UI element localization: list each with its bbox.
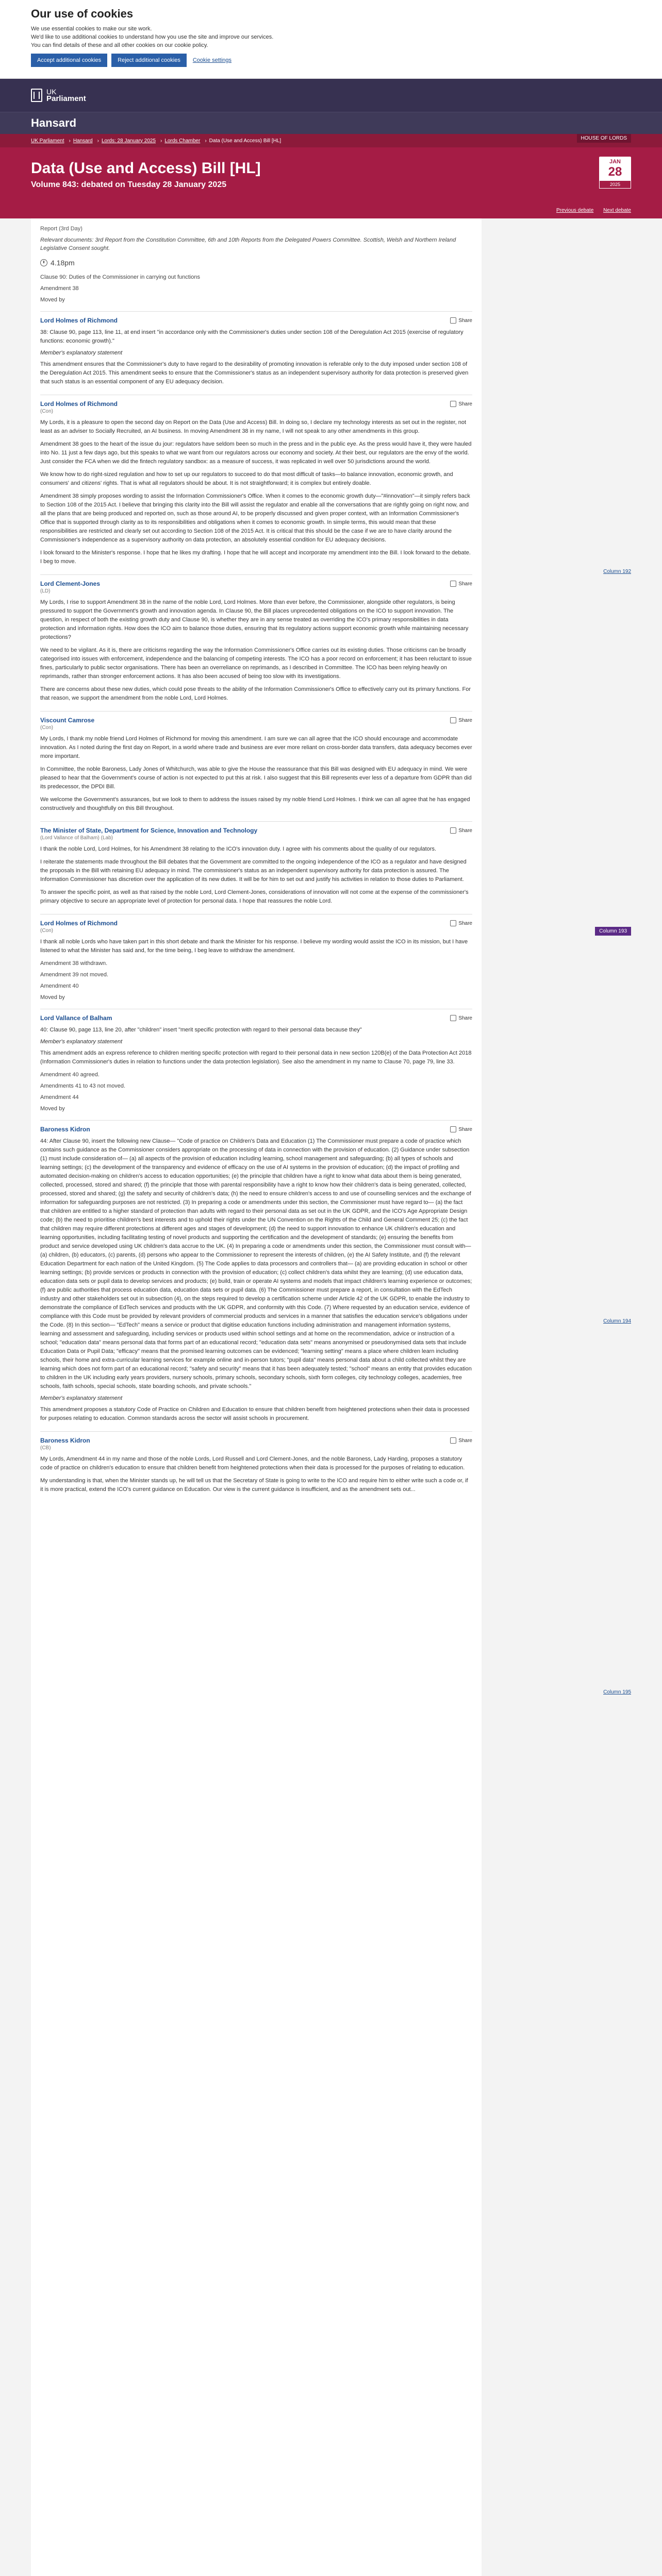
speaker-name[interactable]: Lord Holmes of Richmond bbox=[40, 920, 118, 927]
share-icon bbox=[450, 717, 456, 723]
share-button[interactable]: Share bbox=[450, 1015, 472, 1021]
cookie-settings-link[interactable]: Cookie settings bbox=[192, 57, 232, 63]
breadcrumb-lords-date[interactable]: Lords: 28 January 2025 bbox=[101, 138, 156, 144]
breadcrumb: UK Parliament › Hansard › Lords: 28 January 2025 › Lords Chamber › Data (Use and Access) Bill [HL] HOUSE OF LORDS bbox=[0, 134, 662, 147]
share-icon bbox=[450, 581, 456, 587]
debate-navigation bbox=[548, 208, 631, 213]
amendment-text: 44: After Clause 90, insert the following new Clause— "Code of practice on Children's Data and Education (1) The Commissioner must prepare a code of practice which contains such guidance as the Commissioner considers appropriate on the processing of data in connection with the provision of education. (2) Guidance under subsection (1) must include consideration of— (a) all aspects of the provision of education including learning, school management and safeguarding; (b) all types of schools and learning settings; (c) the development of the transparency and evidence of efficacy on the use of AI systems in the provision of education; (d) the impact of profiling and automated decision-making on children's access to education opportunities; (e) the principle that children have a right to know what data about them is being generated, collected, processed, stored and shared; (f) the principle that those with parental responsibility have a right to know how their children's data is being generated, collected, processed, stored and shared; (g) the safety and security of children's data; (h) the need to ensure children's access to and use of counselling services and the exchange of information for safeguarding purposes are not restricted. (3) In preparing a code or amendments under this section, the Commissioner must have regard to— (a) the fact that children are entitled to a higher standard of protection than adults with regard to their personal data as set out in the UK GDPR, and the ICO's Age Appropriate Design code; (b) the need to prioritise children's best interests and to uphold their rights under the UN Convention on the Rights of the Child and General Comment 25; (c) the fact that children may require different protections at different ages and stages of development; (d) the need to support innovation to enhance UK children's education and learning opportunities, including facilitating testing of novel products and supporting the certification and the development of standards; (e) ensuring the benefits from product and service developed using UK children's data accrue to the UK. (4) In preparing a code or amendments under this section, the Commissioner must consult with— (a) children, (b) educators, (c) parents, (d) persons who appear to the Commissioner to represent the interests of children, (e) the AI Safety Institute, and (f) the relevant Education Department for each nation of the United Kingdom. (5) The Code applies to data processors and controllers that— (a) are providing education in school or other learning settings; (b) provide services or products in connection with the provision of education; (c) collect children's data whilst they are learning; (d) use education data, education data sets or pupil data to develop services and products; (e) build, train or operate AI systems and models that impact children's learning experience or outcomes; (f) are public authorities that process education data, education data sets or pupil data. (6) The Commissioner must prepare a report, in consultation with the EdTech industry and other stakeholders set out in subsection (4), on the steps required to develop a certification scheme under Article 42 of the UK GDPR, to enable the industry to demonstrate the compliance of EdTech services and products with the UK GDPR, and conformity with this Code. (7) Where requested by an education service, evidence of compliance with this Code must be provided by relevant providers of commercial products and services in a manner that satisfies the education service's obligations under the Code. (8) In this section— "EdTech" means a service or product that digitise education functions including administration and management information systems, learning and assessment and safeguarding, including services or products used within school settings and at home on the recommendation, advice or instruction of a school; "education data" means personal data that forms part of an educational record; "education data sets" means anonymised or pseudonymised data sets that include Education Data or Pupil Data; "efficacy" means that the promised learning outcomes can be evidenced; "learning setting" means a place where children learn including schools, their home and extra-curricular learning services for example online and in-person tutors; "pupil data" means personal data about a child collected whilst they are learning which does not form part of an educational record; "safety and security" means that it has been adequately tested; "school" means an entity that provides education to children in the UK including early years providers, nursery schools, primary schools, secondary schools, sixth form colleges, city technology colleges, academies, free schools, faith schools, special schools, state boarding schools, and private schools." bbox=[40, 1138, 472, 1389]
speech-paragraph: My understanding is that, when the Minister stands up, he will tell us that the Secretary of State is going to write to the ICO and require him to either write such a code or, if it is more practical, extend the ICO's current guidance on Education. Our view is the current guidance is insufficient, and as the amendment sets out... bbox=[40, 1478, 468, 1493]
speaker-affiliation: (LD) bbox=[40, 588, 51, 594]
portcullis-icon bbox=[31, 89, 42, 102]
share-icon bbox=[450, 1015, 456, 1021]
breadcrumb-lords-chamber[interactable]: Lords Chamber bbox=[164, 138, 201, 144]
share-icon bbox=[450, 401, 456, 407]
volume-subtitle: Volume 843: debated on Tuesday 28 January 2025 bbox=[31, 180, 227, 189]
page-title: Data (Use and Access) Bill [HL] bbox=[31, 160, 261, 177]
speech-paragraph: To answer the specific point, as well as that raised by the noble Lord, Lord Clement-Jones, considerations of innovation will not come at the expense of the commissioner's primary objective to secure an appropriate level of protection for personal data. I hope that reassures the noble Lord. bbox=[40, 889, 469, 904]
house-of-lords-badge: HOUSE OF LORDS bbox=[577, 134, 631, 143]
amendment-heading: Amendment 38 bbox=[40, 285, 79, 292]
speaker-name[interactable]: The Minister of State, Department for Science, Innovation and Technology bbox=[40, 827, 258, 834]
speech-paragraph: We know how to do right-sized regulation and how to set up our regulators to succeed to do that most difficult of tasks—to balance innovation, economic growth, and consumers' and citizens' rights. That is what all regulators should be about. It is not straightforward; it is complex but entirely doable. bbox=[40, 471, 453, 486]
reject-cookies-button[interactable]: Reject additional cookies bbox=[111, 54, 187, 67]
speaker-row bbox=[40, 1009, 472, 1022]
speaker-name[interactable]: Lord Holmes of Richmond bbox=[40, 400, 118, 408]
speaker-name[interactable]: Lord Clement-Jones bbox=[40, 580, 101, 587]
debate-content bbox=[31, 218, 482, 2576]
explanatory-label: Member's explanatory statement bbox=[40, 1395, 123, 1401]
content-wrapper bbox=[0, 218, 662, 2576]
share-button[interactable]: Share bbox=[450, 317, 472, 324]
speaker-affiliation: (Con) bbox=[40, 725, 54, 731]
relevant-documents: Relevant documents: 3rd Report from the Constitution Committee, 6th and 10th Reports from the Delegated Powers Committee. Scottish, Welsh and Northern Ireland Legislative Consent sought. bbox=[40, 237, 456, 251]
date-day: 28 bbox=[608, 165, 622, 179]
amendment-text: 40: Clause 90, page 113, line 20, after "children" insert "merit specific protection with regard to their personal data because they" bbox=[40, 1027, 362, 1033]
debate-banner bbox=[0, 147, 662, 218]
cookie-text-3: You can find details of these and all other cookies on our cookie policy. bbox=[31, 42, 208, 48]
procedural-note: Amendment 39 not moved. bbox=[40, 972, 109, 978]
hansard-title[interactable]: Hansard bbox=[31, 116, 77, 129]
share-button[interactable]: Share bbox=[450, 581, 472, 587]
share-icon bbox=[450, 920, 456, 926]
moved-by: Moved by bbox=[40, 1106, 65, 1112]
explanatory-label: Member's explanatory statement bbox=[40, 1039, 123, 1045]
timestamp bbox=[40, 259, 472, 267]
speaker-name[interactable]: Viscount Camrose bbox=[40, 717, 95, 724]
date-year: 2025 bbox=[599, 180, 631, 189]
share-button[interactable]: Share bbox=[450, 1126, 472, 1132]
share-button[interactable]: Share bbox=[450, 401, 472, 407]
speech-paragraph: My Lords, I thank my noble friend Lord Holmes of Richmond for moving this amendment. I am sure we can all agree that the ICO should encourage and accommodate innovation. As I noted during the first day on Report, in a world where trade and business are ever more reliant on cross-border data transfers, data adequacy becomes ever more important. bbox=[40, 736, 472, 759]
column-marker[interactable]: Column 194 bbox=[603, 1318, 631, 1324]
speaker-row bbox=[40, 1431, 472, 1444]
cookie-text-2: We'd like to use additional cookies to understand how you use the site and improve our services. bbox=[31, 34, 274, 40]
report-stage: Report (3rd Day) bbox=[40, 226, 82, 232]
explanatory-label: Member's explanatory statement bbox=[40, 350, 123, 356]
uk-parliament-logo[interactable] bbox=[31, 88, 86, 103]
speaker-row bbox=[40, 574, 472, 587]
share-button[interactable]: Share bbox=[450, 920, 472, 926]
share-icon bbox=[450, 317, 456, 324]
share-icon bbox=[450, 827, 456, 834]
speaker-name[interactable]: Baroness Kidron bbox=[40, 1126, 90, 1133]
speaker-row bbox=[40, 821, 472, 834]
date-badge bbox=[599, 157, 631, 189]
share-button[interactable]: Share bbox=[450, 827, 472, 834]
cookie-title: Our use of cookies bbox=[31, 7, 134, 20]
share-icon bbox=[450, 1126, 456, 1132]
speech-paragraph: We welcome the Government's assurances, but we look to them to address the issues raised by my noble friend Lord Holmes. I think we can all agree that he has engaged constructively and thoughtfully on this Bill throughout. bbox=[40, 796, 470, 811]
speech-paragraph: My Lords, it is a pleasure to open the second day on Report on the Data (Use and Access) Bill. In doing so, I declare my technology interests as set out in the register, not least as an adviser to Socially Recruited, an AI business. In moving Amendment 38 in my name, I will not speak to any other amendments in this group. bbox=[40, 419, 467, 434]
speaker-row bbox=[40, 711, 472, 724]
speech-paragraph: I thank all noble Lords who have taken part in this short debate and thank the Minister for his response. I believe my wording would assist the ICO in its mission, but I have listened to what the Minister has said and, for the time being, I beg leave to withdraw the amendment. bbox=[40, 939, 468, 954]
speech-paragraph: There are concerns about these new duties, which could pose threats to the ability of the Information Commissioner's Office to effectively carry out its primary functions. For that reason, we support the amendment from the noble Lord, Lord Holmes. bbox=[40, 686, 471, 701]
speech-paragraph: My Lords, Amendment 44 in my name and those of the noble Lords, Lord Russell and Lord Clement-Jones, and the noble Baroness, Lady Harding, proposes a statutory code of practice on children's education to ensure that children benefit from heightened protections when their data is processed for the purposes of relating to education. bbox=[40, 1456, 465, 1471]
speech-paragraph: I look forward to the Minister's response. I hope that he likes my drafting. I hope that he will accept and incorporate my amendment into the Bill. I look forward to the debate. I beg to move. bbox=[40, 550, 471, 565]
speech-paragraph: In Committee, the noble Baroness, Lady Jones of Whitchurch, was able to give the House the reassurance that this Bill was designed with EU adequacy in mind. We were pleased to hear that the Government's course of action is not expected to put this at risk. I also suggest that this Bill represents ever less of a departure from GDPR than did its predecessor, the DPDI Bill. bbox=[40, 766, 472, 790]
accept-cookies-button[interactable]: Accept additional cookies bbox=[31, 54, 107, 67]
breadcrumb-current: Data (Use and Access) Bill [HL] bbox=[209, 138, 282, 144]
speech-paragraph: Amendment 38 goes to the heart of the issue du jour: regulators have seldom been so much in the press and in the public eye. As the press would have it, they were hauled into No. 11 just a few days ago, but this speaks to what we want from our regulators across our economy and society. At their best, our regulators are the envy of the world. Just consider the FCA when we did the fintech regulatory sandbox: as a measure of success, it was replicated in well over 50 jurisdictions around the world. bbox=[40, 441, 472, 465]
speaker-affiliation: (Lord Vallance of Balham) (Lab) bbox=[40, 835, 113, 841]
speech-paragraph: We need to be vigilant. As it is, there are criticisms regarding the way the Information Commissioner's Office carries out its existing duties. Those criticisms can be broadly categorised into issues with enforcement, independence and the balancing of competing interests. The ICO has a poor record on enforcement; it has been reluctant to issue fines, particularly to public sector organisations. There has been an overreliance on reprimands, as I described in Committee. The ICO has been relying heavily on reprimands, rather than stronger enforcement actions. It has also been accused of being too slow with its investigations. bbox=[40, 647, 472, 680]
speaker-row bbox=[40, 311, 472, 324]
speaker-affiliation: (CB) bbox=[40, 1445, 51, 1451]
column-marker[interactable]: Column 195 bbox=[603, 1689, 631, 1695]
amendment-heading: Amendment 40 bbox=[40, 983, 79, 989]
explanatory-statement: This amendment adds an express reference to children meriting specific protection with regard to their personal data in new section 120B(e) of the Data Protection Act 2018 (Information Commissioner's duties in relation to functions under the data protection legislation). See also the amendment in my name to Clause 70, page 79, line 33. bbox=[40, 1050, 472, 1065]
cookie-text-1: We use essential cookies to make our site work. bbox=[31, 26, 152, 32]
timestamp-text: 4.18pm bbox=[51, 259, 75, 267]
speaker-row bbox=[40, 395, 472, 408]
logo-uk: UK bbox=[46, 88, 57, 96]
share-button[interactable]: Share bbox=[450, 1437, 472, 1444]
previous-debate-link[interactable]: Previous debate bbox=[556, 208, 594, 213]
speech-paragraph: Amendment 38 simply proposes wording to assist the Information Commissioner's Office. When it comes to the economic growth duty—"#innovation"—it simply refers back to Section 108 of the 2015 Act. I believe that bringing this clarity into the Bill will assist the regulator and enable all the conversations that are rightly going on right now, and all the plans that are being produced and reported on, such as those around AI, to be properly discussed and given proper context, with an Information Commissioner's Office that is supported through clarity as to its responsibilities and obligations when it comes to economic growth. In simple terms, this would mean that these responsibilities are restricted and clearly set out according to Section 108 of the 2015 Act. It is critical that this should be the case if we are to have clarity around the Commissioner's independence as a supervisory authority on data protection, an absolutely essential condition for EU adequacy decisions. bbox=[40, 493, 470, 543]
logo-parliament: Parliament bbox=[46, 94, 86, 103]
speech-paragraph: I thank the noble Lord, Lord Holmes, for his Amendment 38 relating to the ICO's innovation duty. I agree with his comments about the quality of our regulators. bbox=[40, 846, 437, 852]
column-marker[interactable]: Column 192 bbox=[603, 569, 631, 574]
breadcrumb-uk-parliament[interactable]: UK Parliament bbox=[31, 138, 64, 144]
hansard-bar bbox=[0, 112, 662, 134]
next-debate-link[interactable]: Next debate bbox=[603, 208, 631, 213]
cookie-banner bbox=[0, 0, 662, 79]
moved-by: Moved by bbox=[40, 994, 65, 1001]
speech-paragraph: I reiterate the statements made throughout the Bill debates that the Government are committed to the ongoing independence of the ICO as a regulator and have designed the proposals in the Bill with retaining EU adequacy in mind. The commissioner's status as an independent supervisory authority for data protection is assured. The Information Commissioner has discretion over the application of its new duties. It will be for him to set out and justify his activities in relation to those duties to Parliament. bbox=[40, 859, 467, 883]
procedural-note: Amendment 38 withdrawn. bbox=[40, 960, 108, 967]
speaker-affiliation: (Con) bbox=[40, 409, 54, 414]
clause-heading: Clause 90: Duties of the Commissioner in carrying out functions bbox=[40, 274, 200, 280]
amendment-heading: Amendment 44 bbox=[40, 1094, 79, 1100]
site-header bbox=[0, 79, 662, 112]
cookie-buttons bbox=[31, 54, 631, 67]
speaker-affiliation: (Con) bbox=[40, 928, 54, 934]
share-button[interactable]: Share bbox=[450, 717, 472, 723]
speaker-name[interactable]: Lord Holmes of Richmond bbox=[40, 317, 118, 324]
speaker-row bbox=[40, 914, 472, 927]
share-icon bbox=[450, 1437, 456, 1444]
column-marker[interactable]: Column 193 bbox=[595, 927, 631, 936]
speaker-name[interactable]: Baroness Kidron bbox=[40, 1437, 90, 1444]
procedural-note: Amendments 41 to 43 not moved. bbox=[40, 1083, 126, 1089]
explanatory-statement: This amendment proposes a statutory Code of Practice on Children and Education to ensure that children benefit from heightened protections when their data is processed for purposes relating to education. Common standards across the sector will assist schools in procurement. bbox=[40, 1406, 470, 1421]
date-month: JAN bbox=[609, 159, 621, 165]
amendment-text: 38: Clause 90, page 113, line 11, at end insert "in accordance only with the Commissioner's duties under section 108 of the Deregulation Act 2015 (exercise of regulatory functions: economic growth)." bbox=[40, 329, 464, 344]
speaker-row bbox=[40, 1120, 472, 1133]
explanatory-statement: This amendment ensures that the Commissioner's duty to have regard to the desirability of promoting innovation is referable only to the duty imposed under section 108 of the Deregulation Act 2015. This amendment seeks to ensure that the Commissioner's status as an independent supervisory authority for data protection is preserved given that such status is an essential component of any EU adequacy decision. bbox=[40, 361, 469, 385]
breadcrumb-hansard[interactable]: Hansard bbox=[73, 138, 93, 144]
clock-icon bbox=[40, 259, 47, 266]
speaker-name[interactable]: Lord Vallance of Balham bbox=[40, 1014, 112, 1022]
procedural-note: Amendment 40 agreed. bbox=[40, 1072, 100, 1078]
speech-paragraph: My Lords, I rise to support Amendment 38 in the name of the noble Lord, Lord Holmes. More than ever before, the Commissioner, alongside other regulators, is being pressured to support the Government's growth and innovation agenda. In Clause 90, the Bill places unprecedented obligations on the ICO to support innovation. The question, in respect of both the existing growth duty and Clause 90, is whether they are in any sense treated as overriding the ICO's primary responsibilities in data protection and information rights. How does the ICO aim to balance those duties, ensuring that its regulatory actions support economic growth while maintaining necessary protections? bbox=[40, 599, 469, 640]
moved-by: Moved by bbox=[40, 297, 65, 303]
